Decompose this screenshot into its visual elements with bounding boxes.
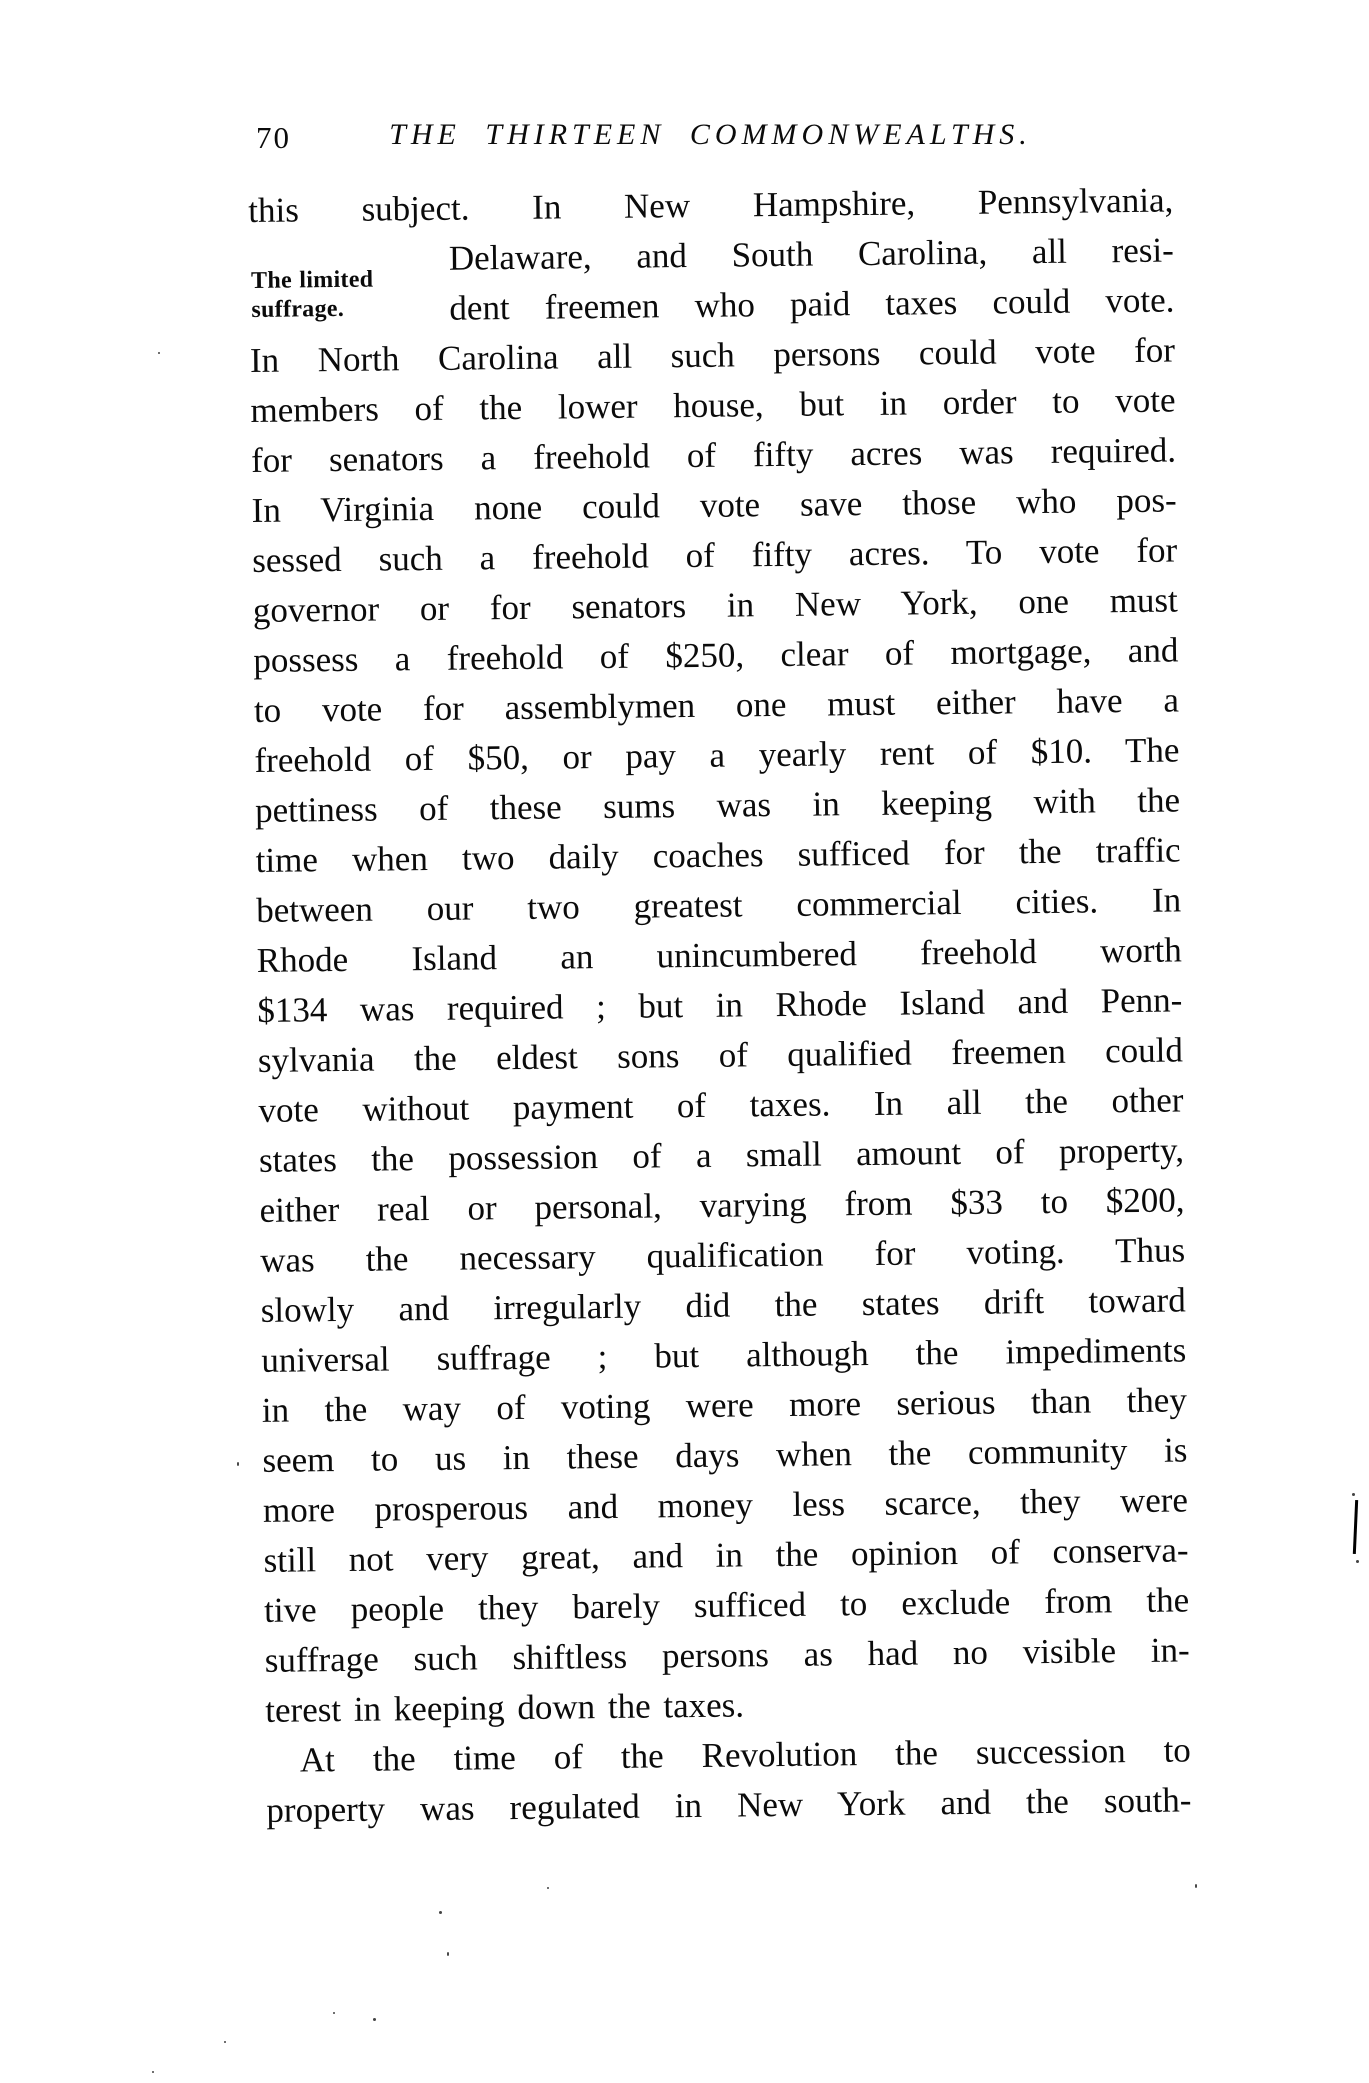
text-line: pettiness of these sums was in keeping with the [254,780,1181,830]
scan-artifact-line [1353,1500,1358,1554]
text-line: vote without payment of taxes. In all the other [258,1080,1184,1130]
text-line: governor or for senators in New York, one must [252,580,1178,630]
text-line: property was regulated in New York and the south- [266,1780,1192,1830]
scan-speck [333,2012,335,2014]
paragraphs [248,176,1192,1836]
scan-speck [224,2041,226,2043]
scan-speck [547,1887,549,1889]
page-number: 70 [256,120,291,155]
sidenote [251,265,450,325]
text-line: possess a freehold of $250, clear of mortgage, and [253,630,1179,680]
text-line: either real or personal, varying from $33 to $200, [259,1180,1185,1230]
text-line: terest in keeping down the taxes. [265,1685,745,1730]
text-block [248,176,1192,1836]
scan-speck [237,1462,239,1466]
running-head [248,118,1173,160]
scan-speck [447,1952,449,1956]
text-line: Delaware, and South Carolina, all resi- [448,230,1175,278]
scan-speck [152,2071,154,2073]
scan-speck [439,1911,442,1914]
text-line: time when two daily coaches sufficed for the traffic [255,830,1181,880]
sidenote-line: suffrage. [251,295,345,323]
text-line: in the way of voting were more serious than they [261,1380,1188,1430]
text-line: tive people they barely sufficed to exclude from the [263,1580,1190,1630]
text-line: seem to us in these days when the community is [262,1430,1188,1480]
scan-speck [158,352,160,354]
text-line: suffrage such shiftless persons as had no visible in- [264,1630,1190,1680]
text-line: $134 was required ; but in Rhode Island and Penn- [257,980,1183,1030]
text-line: members of the lower house, but in order to vote [250,380,1176,430]
text-line: dent freemen who paid taxes could vote. [449,280,1175,328]
text-line: universal suffrage ; but although the impediments [261,1330,1187,1380]
scan-speck [1195,1884,1197,1888]
text-line: At the time of the Revolution the succession to [299,1730,1192,1780]
text-line: In Virginia none could vote save those who pos- [251,480,1177,530]
paragraph [266,1725,1192,1835]
text-line: slowly and irregularly did the states drift toward [260,1280,1186,1330]
scan-speck [373,2018,376,2021]
paragraph [248,176,1191,1736]
scan-speck [1356,1560,1359,1563]
text-line: this subject. In New Hampshire, Pennsylvania, [248,180,1174,230]
text-line: sylvania the eldest sons of qualified freemen could [257,1030,1184,1080]
text-line: more prosperous and money less scarce, they were [262,1480,1189,1530]
scan-speck [1352,1493,1355,1496]
text-line: was the necessary qualification for voting. Thus [259,1230,1186,1280]
text-line: still not very great, and in the opinion of conserva- [263,1530,1189,1580]
text-line: Rhode Island an unincumbered freehold worth [256,930,1182,980]
text-line: sessed such a freehold of fifty acres. To vote for [252,530,1178,580]
text-line: for senators a freehold of fifty acres was required. [250,430,1177,480]
text-line: states the possession of a small amount of property, [258,1130,1185,1180]
text-line: to vote for assemblymen one must either have a [253,680,1180,730]
text-line: between our two greatest commercial cities. In [255,880,1182,930]
running-title: THE THIRTEEN COMMONWEALTHS. [389,118,1032,151]
text-line: In North Carolina all such persons could vote for [249,330,1176,380]
text-line: freehold of $50, or pay a yearly rent of $10. The [254,730,1180,780]
sidenote-line: The limited [250,266,374,294]
